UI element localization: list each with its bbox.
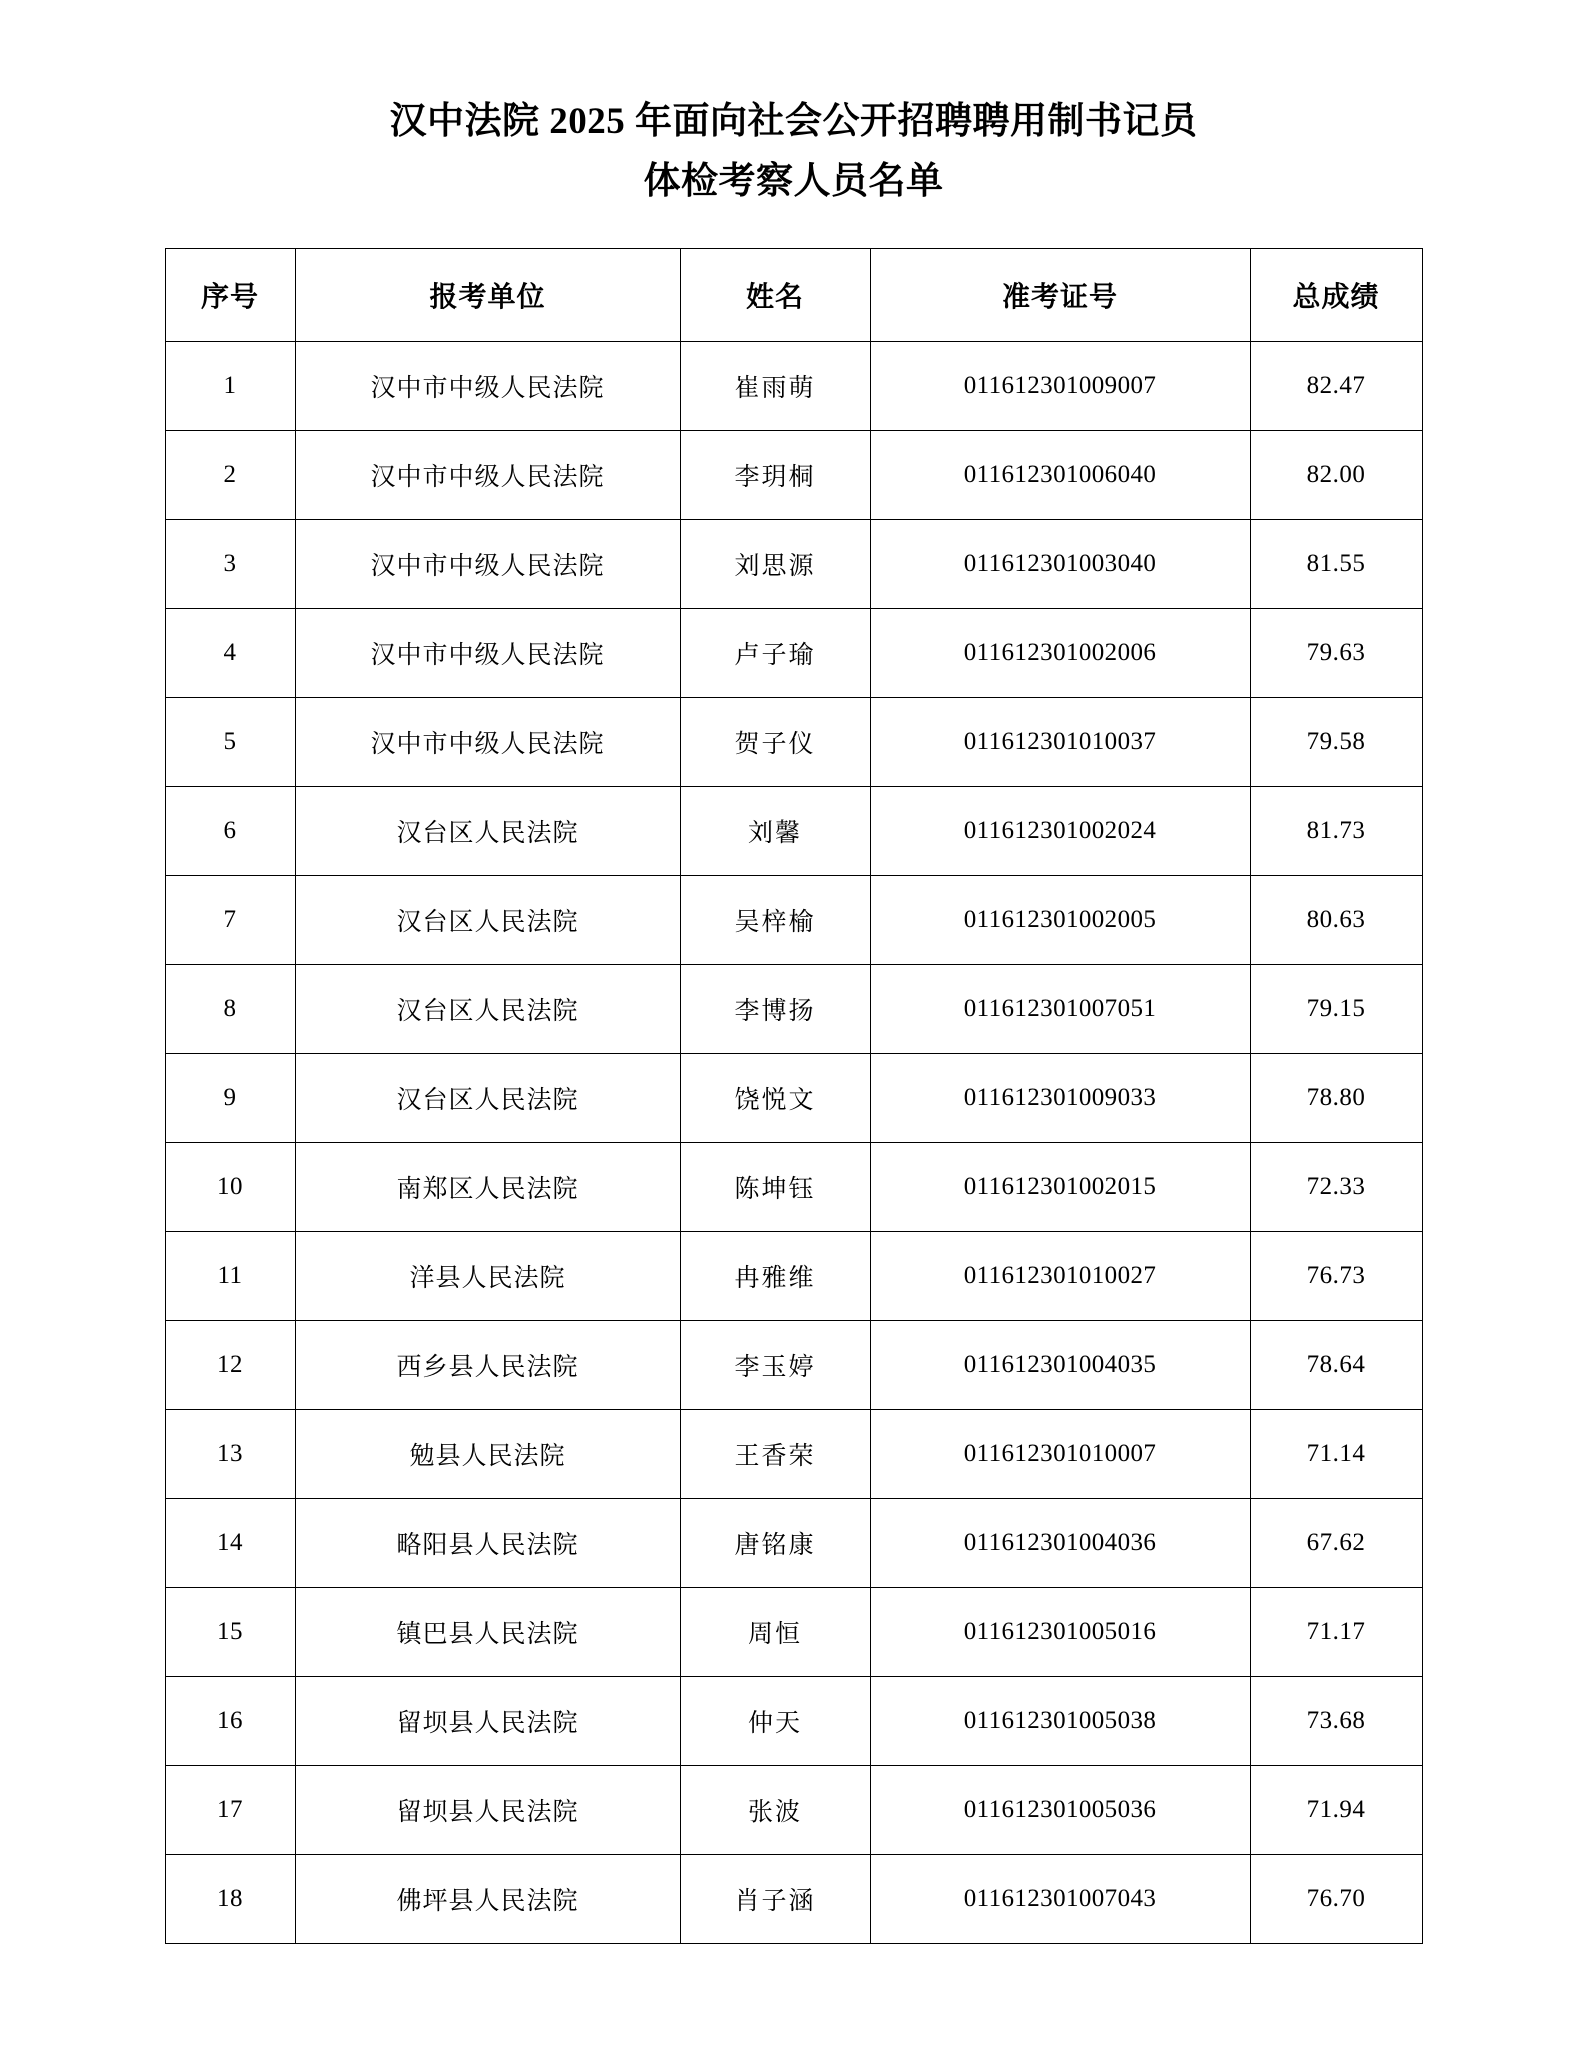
cell-score: 71.17 — [1250, 1587, 1422, 1676]
cell-name: 李玥桐 — [680, 430, 870, 519]
cell-index: 8 — [165, 964, 295, 1053]
cell-score: 82.00 — [1250, 430, 1422, 519]
column-header-unit: 报考单位 — [295, 248, 680, 341]
cell-ticket: 011612301009007 — [870, 341, 1250, 430]
cell-ticket: 011612301010037 — [870, 697, 1250, 786]
cell-index: 15 — [165, 1587, 295, 1676]
cell-unit: 汉中市中级人民法院 — [295, 430, 680, 519]
cell-name: 刘馨 — [680, 786, 870, 875]
cell-ticket: 011612301007043 — [870, 1854, 1250, 1943]
cell-score: 79.15 — [1250, 964, 1422, 1053]
roster-table — [165, 248, 1423, 1944]
table-body — [165, 341, 1422, 1943]
table-row — [165, 875, 1422, 964]
cell-unit: 汉台区人民法院 — [295, 786, 680, 875]
table-row — [165, 341, 1422, 430]
cell-unit: 南郑区人民法院 — [295, 1142, 680, 1231]
cell-unit: 汉台区人民法院 — [295, 964, 680, 1053]
table-row — [165, 519, 1422, 608]
cell-index: 6 — [165, 786, 295, 875]
cell-name: 崔雨萌 — [680, 341, 870, 430]
cell-unit: 洋县人民法院 — [295, 1231, 680, 1320]
cell-name: 张波 — [680, 1765, 870, 1854]
cell-index: 5 — [165, 697, 295, 786]
cell-name: 唐铭康 — [680, 1498, 870, 1587]
column-header-name: 姓名 — [680, 248, 870, 341]
cell-index: 17 — [165, 1765, 295, 1854]
cell-score: 78.80 — [1250, 1053, 1422, 1142]
cell-ticket: 011612301005016 — [870, 1587, 1250, 1676]
cell-ticket: 011612301005038 — [870, 1676, 1250, 1765]
table-row — [165, 1142, 1422, 1231]
cell-ticket: 011612301005036 — [870, 1765, 1250, 1854]
table-row — [165, 1765, 1422, 1854]
cell-score: 73.68 — [1250, 1676, 1422, 1765]
cell-unit: 汉台区人民法院 — [295, 875, 680, 964]
cell-score: 81.55 — [1250, 519, 1422, 608]
cell-index: 11 — [165, 1231, 295, 1320]
cell-index: 1 — [165, 341, 295, 430]
cell-score: 80.63 — [1250, 875, 1422, 964]
page-title — [0, 92, 1587, 212]
table-row — [165, 697, 1422, 786]
column-header-index: 序号 — [165, 248, 295, 341]
cell-score: 79.58 — [1250, 697, 1422, 786]
cell-name: 贺子仪 — [680, 697, 870, 786]
cell-ticket: 011612301003040 — [870, 519, 1250, 608]
table-row — [165, 608, 1422, 697]
cell-unit: 略阳县人民法院 — [295, 1498, 680, 1587]
table-row — [165, 1498, 1422, 1587]
roster-table-wrapper — [0, 248, 1587, 1944]
cell-unit: 留坝县人民法院 — [295, 1676, 680, 1765]
cell-unit: 汉台区人民法院 — [295, 1053, 680, 1142]
cell-name: 刘思源 — [680, 519, 870, 608]
page-title-line-1: 汉中法院 2025 年面向社会公开招聘聘用制书记员 — [389, 101, 1198, 142]
table-header-row — [165, 248, 1422, 341]
cell-name: 王香荣 — [680, 1409, 870, 1498]
cell-ticket: 011612301002024 — [870, 786, 1250, 875]
cell-ticket: 011612301007051 — [870, 964, 1250, 1053]
cell-unit: 西乡县人民法院 — [295, 1320, 680, 1409]
cell-name: 周恒 — [680, 1587, 870, 1676]
cell-score: 76.73 — [1250, 1231, 1422, 1320]
cell-index: 12 — [165, 1320, 295, 1409]
table-row — [165, 1320, 1422, 1409]
cell-index: 7 — [165, 875, 295, 964]
cell-index: 4 — [165, 608, 295, 697]
cell-name: 吴梓榆 — [680, 875, 870, 964]
cell-unit: 留坝县人民法院 — [295, 1765, 680, 1854]
cell-name: 卢子瑜 — [680, 608, 870, 697]
cell-score: 82.47 — [1250, 341, 1422, 430]
cell-score: 71.14 — [1250, 1409, 1422, 1498]
cell-index: 10 — [165, 1142, 295, 1231]
cell-name: 仲天 — [680, 1676, 870, 1765]
cell-unit: 汉中市中级人民法院 — [295, 341, 680, 430]
column-header-score: 总成绩 — [1250, 248, 1422, 341]
cell-ticket: 011612301004036 — [870, 1498, 1250, 1587]
cell-name: 饶悦文 — [680, 1053, 870, 1142]
cell-name: 李玉婷 — [680, 1320, 870, 1409]
cell-ticket: 011612301010027 — [870, 1231, 1250, 1320]
cell-name: 冉雅维 — [680, 1231, 870, 1320]
cell-index: 14 — [165, 1498, 295, 1587]
table-header — [165, 248, 1422, 341]
cell-ticket: 011612301002015 — [870, 1142, 1250, 1231]
cell-unit: 汉中市中级人民法院 — [295, 697, 680, 786]
cell-index: 18 — [165, 1854, 295, 1943]
table-row — [165, 1587, 1422, 1676]
cell-ticket: 011612301006040 — [870, 430, 1250, 519]
cell-ticket: 011612301009033 — [870, 1053, 1250, 1142]
column-header-ticket: 准考证号 — [870, 248, 1250, 341]
cell-index: 2 — [165, 430, 295, 519]
cell-score: 67.62 — [1250, 1498, 1422, 1587]
table-row — [165, 786, 1422, 875]
table-row — [165, 964, 1422, 1053]
cell-unit: 勉县人民法院 — [295, 1409, 680, 1498]
cell-score: 78.64 — [1250, 1320, 1422, 1409]
cell-score: 72.33 — [1250, 1142, 1422, 1231]
cell-score: 71.94 — [1250, 1765, 1422, 1854]
cell-ticket: 011612301002005 — [870, 875, 1250, 964]
table-row — [165, 1676, 1422, 1765]
cell-unit: 镇巴县人民法院 — [295, 1587, 680, 1676]
cell-ticket: 011612301004035 — [870, 1320, 1250, 1409]
cell-unit: 佛坪县人民法院 — [295, 1854, 680, 1943]
table-row — [165, 1231, 1422, 1320]
cell-score: 76.70 — [1250, 1854, 1422, 1943]
cell-index: 13 — [165, 1409, 295, 1498]
cell-score: 79.63 — [1250, 608, 1422, 697]
cell-name: 陈坤钰 — [680, 1142, 870, 1231]
cell-name: 李博扬 — [680, 964, 870, 1053]
cell-score: 81.73 — [1250, 786, 1422, 875]
cell-ticket: 011612301010007 — [870, 1409, 1250, 1498]
table-row — [165, 1053, 1422, 1142]
table-row — [165, 1409, 1422, 1498]
cell-name: 肖子涵 — [680, 1854, 870, 1943]
cell-index: 16 — [165, 1676, 295, 1765]
cell-unit: 汉中市中级人民法院 — [295, 608, 680, 697]
cell-index: 9 — [165, 1053, 295, 1142]
cell-ticket: 011612301002006 — [870, 608, 1250, 697]
cell-unit: 汉中市中级人民法院 — [295, 519, 680, 608]
table-row — [165, 1854, 1422, 1943]
table-row — [165, 430, 1422, 519]
page-title-line-2: 体检考察人员名单 — [643, 160, 944, 202]
cell-index: 3 — [165, 519, 295, 608]
